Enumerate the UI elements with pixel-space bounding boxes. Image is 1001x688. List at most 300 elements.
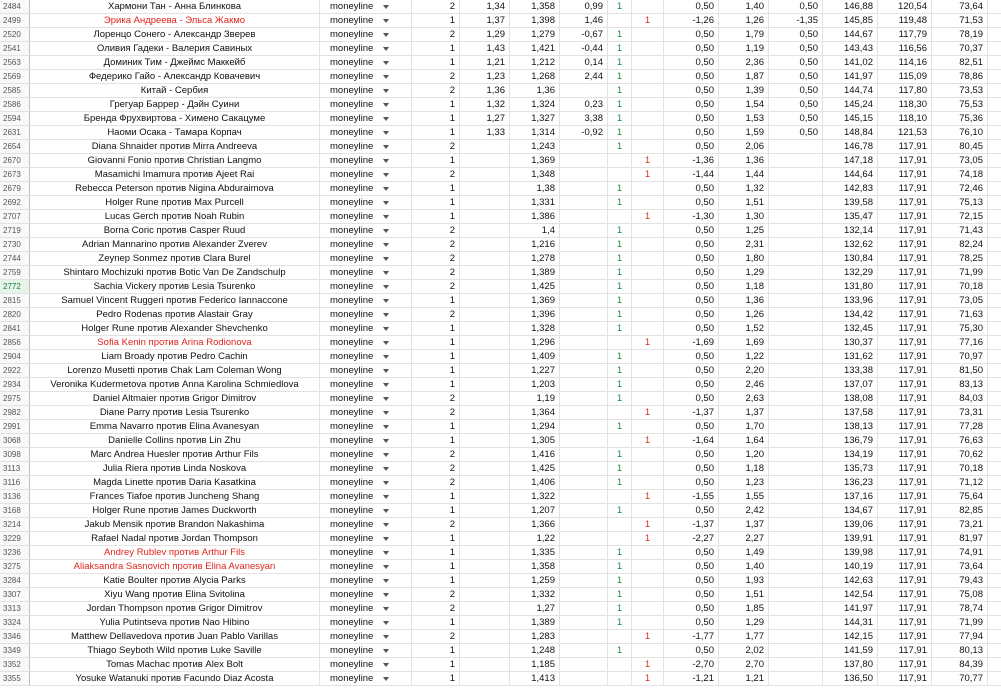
col-profit[interactable]: -1,44 [664,168,719,181]
bet-type-dropdown[interactable] [320,462,412,475]
match-cell[interactable]: Jakub Mensik против Brandon Nakashima [30,518,320,531]
match-cell[interactable]: Liam Broady против Pedro Cachin [30,350,320,363]
col-loss-flag[interactable] [632,42,664,55]
row-number[interactable]: 3349 [0,644,30,657]
col-stake[interactable]: 1,40 [719,560,769,573]
col-bank[interactable]: 140,19 [823,560,878,573]
col-odds-b[interactable]: 1,38 [510,182,560,195]
empty-cell[interactable] [988,154,1001,167]
col-bet-side[interactable]: 2 [412,392,460,405]
col-profit-alt[interactable] [769,168,823,181]
col-loss-flag[interactable] [632,378,664,391]
col-loss-flag[interactable]: 1 [632,672,664,685]
col-bank[interactable]: 135,73 [823,462,878,475]
row-number[interactable]: 2841 [0,322,30,335]
col-stake[interactable]: 2,02 [719,644,769,657]
col-profit-alt[interactable] [769,448,823,461]
col-stake[interactable]: 1,59 [719,126,769,139]
col-win-flag[interactable]: 1 [608,560,632,573]
col-diff[interactable] [560,252,608,265]
bet-type-dropdown[interactable] [320,560,412,573]
empty-cell[interactable] [988,448,1001,461]
col-odds-b[interactable]: 1,36 [510,84,560,97]
table-row[interactable] [0,560,1001,574]
col-bet-side[interactable]: 1 [412,350,460,363]
empty-cell[interactable] [988,406,1001,419]
row-number[interactable]: 2772 [0,280,30,293]
col-profit-alt[interactable]: 0,50 [769,42,823,55]
empty-cell[interactable] [988,14,1001,27]
col-percent[interactable]: 82,51 [932,56,988,69]
col-profit[interactable]: 0,50 [664,126,719,139]
empty-cell[interactable] [988,182,1001,195]
col-odds-a[interactable] [460,672,510,685]
col-odds-a[interactable]: 1,34 [460,0,510,13]
table-row[interactable] [0,140,1001,154]
col-bet-side[interactable]: 1 [412,42,460,55]
col-odds-a[interactable]: 1,36 [460,84,510,97]
col-bank[interactable]: 130,84 [823,252,878,265]
table-row[interactable] [0,602,1001,616]
col-stake[interactable]: 1,87 [719,70,769,83]
col-diff[interactable] [560,364,608,377]
bet-type-dropdown[interactable] [320,448,412,461]
col-bet-side[interactable]: 1 [412,154,460,167]
match-cell[interactable]: Федерико Гайо - Александр Ковачевич [30,70,320,83]
col-profit-alt[interactable] [769,182,823,195]
col-odds-a[interactable] [460,168,510,181]
col-profit[interactable]: 0,50 [664,392,719,405]
col-stake[interactable]: 1,80 [719,252,769,265]
col-profit-alt[interactable] [769,378,823,391]
row-number[interactable]: 2631 [0,126,30,139]
dropdown-arrow-icon[interactable] [383,635,389,639]
col-bank-base[interactable]: 117,91 [878,322,932,335]
col-bank[interactable]: 145,15 [823,112,878,125]
col-diff[interactable] [560,224,608,237]
col-percent[interactable]: 84,39 [932,658,988,671]
col-profit[interactable]: 0,50 [664,476,719,489]
col-bet-side[interactable]: 1 [412,504,460,517]
col-bet-side[interactable]: 2 [412,84,460,97]
empty-cell[interactable] [988,126,1001,139]
empty-cell[interactable] [988,532,1001,545]
col-profit[interactable]: -1,64 [664,434,719,447]
empty-cell[interactable] [988,602,1001,615]
col-odds-a[interactable] [460,476,510,489]
col-loss-flag[interactable]: 1 [632,168,664,181]
dropdown-arrow-icon[interactable] [383,537,389,541]
dropdown-arrow-icon[interactable] [383,159,389,163]
col-percent[interactable]: 80,45 [932,140,988,153]
bet-type-dropdown[interactable] [320,476,412,489]
col-odds-a[interactable] [460,588,510,601]
col-bet-side[interactable]: 2 [412,308,460,321]
col-odds-b[interactable]: 1,416 [510,448,560,461]
col-profit-alt[interactable] [769,266,823,279]
col-stake[interactable]: 1,29 [719,266,769,279]
col-profit-alt[interactable] [769,224,823,237]
col-profit-alt[interactable] [769,350,823,363]
col-win-flag[interactable] [608,630,632,643]
col-win-flag[interactable] [608,518,632,531]
match-cell[interactable]: Rafael Nadal против Jordan Thompson [30,532,320,545]
col-win-flag[interactable] [608,434,632,447]
col-profit[interactable]: -1,26 [664,14,719,27]
col-bank[interactable]: 136,23 [823,476,878,489]
table-row[interactable] [0,322,1001,336]
col-profit-alt[interactable]: 0,50 [769,70,823,83]
col-diff[interactable] [560,476,608,489]
empty-cell[interactable] [988,210,1001,223]
col-stake[interactable]: 2,46 [719,378,769,391]
col-odds-b[interactable]: 1,396 [510,308,560,321]
col-bet-side[interactable]: 2 [412,630,460,643]
col-odds-a[interactable] [460,546,510,559]
col-bank[interactable]: 132,62 [823,238,878,251]
col-stake[interactable]: 1,39 [719,84,769,97]
col-diff[interactable] [560,546,608,559]
col-odds-b[interactable]: 1,328 [510,322,560,335]
col-loss-flag[interactable]: 1 [632,518,664,531]
col-bet-side[interactable]: 2 [412,70,460,83]
col-stake[interactable]: 1,30 [719,210,769,223]
col-odds-a[interactable] [460,630,510,643]
dropdown-arrow-icon[interactable] [383,47,389,51]
col-bank[interactable]: 130,37 [823,336,878,349]
col-loss-flag[interactable]: 1 [632,14,664,27]
col-odds-a[interactable] [460,266,510,279]
col-stake[interactable]: 1,26 [719,308,769,321]
bet-type-dropdown[interactable] [320,28,412,41]
col-profit[interactable]: 0,50 [664,588,719,601]
bet-type-dropdown[interactable] [320,14,412,27]
table-row[interactable] [0,294,1001,308]
table-row[interactable] [0,406,1001,420]
col-win-flag[interactable]: 1 [608,126,632,139]
row-number[interactable]: 2692 [0,196,30,209]
col-stake[interactable]: 1,44 [719,168,769,181]
empty-cell[interactable] [988,266,1001,279]
col-bank[interactable]: 135,47 [823,210,878,223]
dropdown-arrow-icon[interactable] [383,299,389,303]
match-cell[interactable]: Magda Linette против Daria Kasatkina [30,476,320,489]
col-bet-side[interactable]: 2 [412,140,460,153]
table-row[interactable] [0,364,1001,378]
col-win-flag[interactable] [608,490,632,503]
row-number[interactable]: 2541 [0,42,30,55]
col-bank-base[interactable]: 117,91 [878,574,932,587]
col-diff[interactable] [560,616,608,629]
col-stake[interactable]: 1,55 [719,490,769,503]
empty-cell[interactable] [988,434,1001,447]
col-loss-flag[interactable] [632,448,664,461]
col-bank-base[interactable]: 117,91 [878,364,932,377]
col-bank[interactable]: 137,16 [823,490,878,503]
col-bank-base[interactable]: 117,91 [878,420,932,433]
dropdown-arrow-icon[interactable] [383,61,389,65]
col-bet-side[interactable]: 1 [412,294,460,307]
col-profit-alt[interactable] [769,238,823,251]
dropdown-arrow-icon[interactable] [383,285,389,289]
col-odds-b[interactable]: 1,212 [510,56,560,69]
empty-cell[interactable] [988,518,1001,531]
col-win-flag[interactable]: 1 [608,588,632,601]
empty-cell[interactable] [988,42,1001,55]
col-bank-base[interactable]: 117,91 [878,266,932,279]
col-bet-side[interactable]: 1 [412,658,460,671]
col-odds-b[interactable]: 1,398 [510,14,560,27]
table-row[interactable] [0,336,1001,350]
col-bet-side[interactable]: 1 [412,112,460,125]
col-bank[interactable]: 147,18 [823,154,878,167]
bet-type-dropdown[interactable] [320,406,412,419]
col-bet-side[interactable]: 1 [412,490,460,503]
row-number[interactable]: 2569 [0,70,30,83]
col-bank-base[interactable]: 117,91 [878,378,932,391]
col-stake[interactable]: 1,23 [719,476,769,489]
col-profit[interactable]: 0,50 [664,280,719,293]
col-profit[interactable]: 0,50 [664,84,719,97]
table-row[interactable] [0,644,1001,658]
col-profit[interactable]: -1,21 [664,672,719,685]
table-row[interactable] [0,658,1001,672]
col-win-flag[interactable] [608,168,632,181]
col-bank[interactable]: 138,08 [823,392,878,405]
match-cell[interactable]: Emma Navarro против Elina Avanesyan [30,420,320,433]
dropdown-arrow-icon[interactable] [383,495,389,499]
table-row[interactable] [0,98,1001,112]
bet-type-dropdown[interactable] [320,392,412,405]
col-bet-side[interactable]: 2 [412,462,460,475]
col-percent[interactable]: 73,64 [932,560,988,573]
col-bank-base[interactable]: 121,53 [878,126,932,139]
col-win-flag[interactable]: 1 [608,196,632,209]
dropdown-arrow-icon[interactable] [383,565,389,569]
col-loss-flag[interactable] [632,56,664,69]
dropdown-arrow-icon[interactable] [383,467,389,471]
col-profit-alt[interactable] [769,434,823,447]
empty-cell[interactable] [988,322,1001,335]
col-stake[interactable]: 2,06 [719,140,769,153]
dropdown-arrow-icon[interactable] [383,103,389,107]
col-profit-alt[interactable] [769,490,823,503]
empty-cell[interactable] [988,98,1001,111]
col-profit[interactable]: 0,50 [664,462,719,475]
table-row[interactable] [0,182,1001,196]
row-number[interactable]: 3136 [0,490,30,503]
col-bet-side[interactable]: 1 [412,420,460,433]
col-bank-base[interactable]: 117,91 [878,238,932,251]
col-stake[interactable]: 1,93 [719,574,769,587]
col-bet-side[interactable]: 2 [412,252,460,265]
bet-type-dropdown[interactable] [320,616,412,629]
col-percent[interactable]: 71,63 [932,308,988,321]
col-bank-base[interactable]: 117,79 [878,28,932,41]
row-number[interactable]: 3284 [0,574,30,587]
col-bet-side[interactable]: 1 [412,196,460,209]
row-number[interactable]: 2670 [0,154,30,167]
col-bank-base[interactable]: 118,10 [878,112,932,125]
empty-cell[interactable] [988,588,1001,601]
col-stake[interactable]: 1,25 [719,224,769,237]
match-cell[interactable]: Лоренцо Сонего - Александр Зверев [30,28,320,41]
col-profit-alt[interactable] [769,518,823,531]
match-cell[interactable]: Borna Coric против Casper Ruud [30,224,320,237]
col-odds-b[interactable]: 1,389 [510,266,560,279]
bet-type-dropdown[interactable] [320,504,412,517]
col-loss-flag[interactable]: 1 [632,406,664,419]
col-profit[interactable]: 0,50 [664,98,719,111]
col-diff[interactable] [560,336,608,349]
col-odds-a[interactable]: 1,21 [460,56,510,69]
col-profit-alt[interactable] [769,546,823,559]
bet-type-dropdown[interactable] [320,0,412,13]
row-number[interactable]: 2594 [0,112,30,125]
empty-cell[interactable] [988,294,1001,307]
col-profit[interactable]: 0,50 [664,644,719,657]
table-row[interactable] [0,350,1001,364]
dropdown-arrow-icon[interactable] [383,131,389,135]
col-odds-a[interactable] [460,406,510,419]
empty-cell[interactable] [988,168,1001,181]
col-profit-alt[interactable] [769,574,823,587]
row-number[interactable]: 2975 [0,392,30,405]
col-percent[interactable]: 76,10 [932,126,988,139]
col-odds-a[interactable] [460,154,510,167]
col-diff[interactable]: 0,23 [560,98,608,111]
col-bet-side[interactable]: 2 [412,238,460,251]
col-loss-flag[interactable]: 1 [632,210,664,223]
col-bank-base[interactable]: 118,30 [878,98,932,111]
row-number[interactable]: 3098 [0,448,30,461]
col-stake[interactable]: 1,52 [719,322,769,335]
col-diff[interactable] [560,448,608,461]
dropdown-arrow-icon[interactable] [383,397,389,401]
col-win-flag[interactable]: 1 [608,266,632,279]
dropdown-arrow-icon[interactable] [383,593,389,597]
col-bank[interactable]: 144,64 [823,168,878,181]
col-bank-base[interactable]: 117,91 [878,672,932,685]
dropdown-arrow-icon[interactable] [383,5,389,9]
row-number[interactable]: 2856 [0,336,30,349]
empty-cell[interactable] [988,112,1001,125]
col-bank-base[interactable]: 117,91 [878,168,932,181]
col-percent[interactable]: 82,24 [932,238,988,251]
col-bet-side[interactable]: 1 [412,336,460,349]
table-row[interactable] [0,462,1001,476]
col-bank[interactable]: 145,24 [823,98,878,111]
table-row[interactable] [0,574,1001,588]
col-percent[interactable]: 82,85 [932,504,988,517]
bet-type-dropdown[interactable] [320,126,412,139]
col-loss-flag[interactable]: 1 [632,658,664,671]
col-diff[interactable] [560,602,608,615]
col-bank-base[interactable]: 117,91 [878,196,932,209]
col-loss-flag[interactable] [632,350,664,363]
dropdown-arrow-icon[interactable] [383,271,389,275]
col-percent[interactable]: 70,97 [932,350,988,363]
table-row[interactable] [0,112,1001,126]
col-loss-flag[interactable] [632,546,664,559]
col-odds-b[interactable]: 1,409 [510,350,560,363]
table-row[interactable] [0,588,1001,602]
col-bet-side[interactable]: 2 [412,224,460,237]
col-odds-a[interactable] [460,560,510,573]
table-row[interactable] [0,630,1001,644]
col-diff[interactable] [560,490,608,503]
col-bank-base[interactable]: 117,91 [878,210,932,223]
empty-cell[interactable] [988,224,1001,237]
col-diff[interactable] [560,630,608,643]
col-bank[interactable]: 146,88 [823,0,878,13]
row-number[interactable]: 3116 [0,476,30,489]
col-percent[interactable]: 75,30 [932,322,988,335]
bet-type-dropdown[interactable] [320,70,412,83]
match-cell[interactable]: Holger Rune против James Duckworth [30,504,320,517]
table-row[interactable] [0,504,1001,518]
col-stake[interactable]: 1,79 [719,28,769,41]
col-odds-a[interactable] [460,616,510,629]
col-odds-b[interactable]: 1,296 [510,336,560,349]
col-percent[interactable]: 73,05 [932,294,988,307]
row-number[interactable]: 2934 [0,378,30,391]
col-bank-base[interactable]: 117,91 [878,532,932,545]
table-row[interactable] [0,518,1001,532]
bet-type-dropdown[interactable] [320,112,412,125]
col-win-flag[interactable]: 1 [608,252,632,265]
col-bank-base[interactable]: 117,91 [878,616,932,629]
bet-type-dropdown[interactable] [320,294,412,307]
col-loss-flag[interactable] [632,140,664,153]
col-profit[interactable]: 0,50 [664,56,719,69]
bet-type-dropdown[interactable] [320,238,412,251]
col-loss-flag[interactable] [632,28,664,41]
col-odds-a[interactable] [460,448,510,461]
dropdown-arrow-icon[interactable] [383,19,389,23]
match-cell[interactable]: Yosuke Watanuki против Facundo Diaz Acosta [30,672,320,685]
col-percent[interactable]: 71,99 [932,266,988,279]
col-profit-alt[interactable] [769,406,823,419]
bet-type-dropdown[interactable] [320,196,412,209]
col-bank[interactable]: 134,67 [823,504,878,517]
table-row[interactable] [0,616,1001,630]
col-odds-a[interactable] [460,462,510,475]
col-percent[interactable]: 81,97 [932,532,988,545]
col-diff[interactable] [560,518,608,531]
col-odds-b[interactable]: 1,27 [510,602,560,615]
col-profit-alt[interactable]: 0,50 [769,84,823,97]
col-stake[interactable]: 1,21 [719,672,769,685]
empty-cell[interactable] [988,378,1001,391]
col-odds-a[interactable] [460,140,510,153]
col-profit-alt[interactable] [769,672,823,685]
col-percent[interactable]: 71,53 [932,14,988,27]
col-bet-side[interactable]: 1 [412,126,460,139]
match-cell[interactable]: Эрика Андреева - Эльса Жакмо [30,14,320,27]
col-bet-side[interactable]: 2 [412,476,460,489]
col-bank-base[interactable]: 117,91 [878,336,932,349]
col-percent[interactable]: 76,63 [932,434,988,447]
col-diff[interactable] [560,350,608,363]
col-diff[interactable]: -0,92 [560,126,608,139]
col-bank[interactable]: 136,79 [823,434,878,447]
row-number[interactable]: 3352 [0,658,30,671]
col-bet-side[interactable]: 2 [412,280,460,293]
col-profit-alt[interactable] [769,392,823,405]
row-number[interactable]: 3313 [0,602,30,615]
col-win-flag[interactable]: 1 [608,42,632,55]
